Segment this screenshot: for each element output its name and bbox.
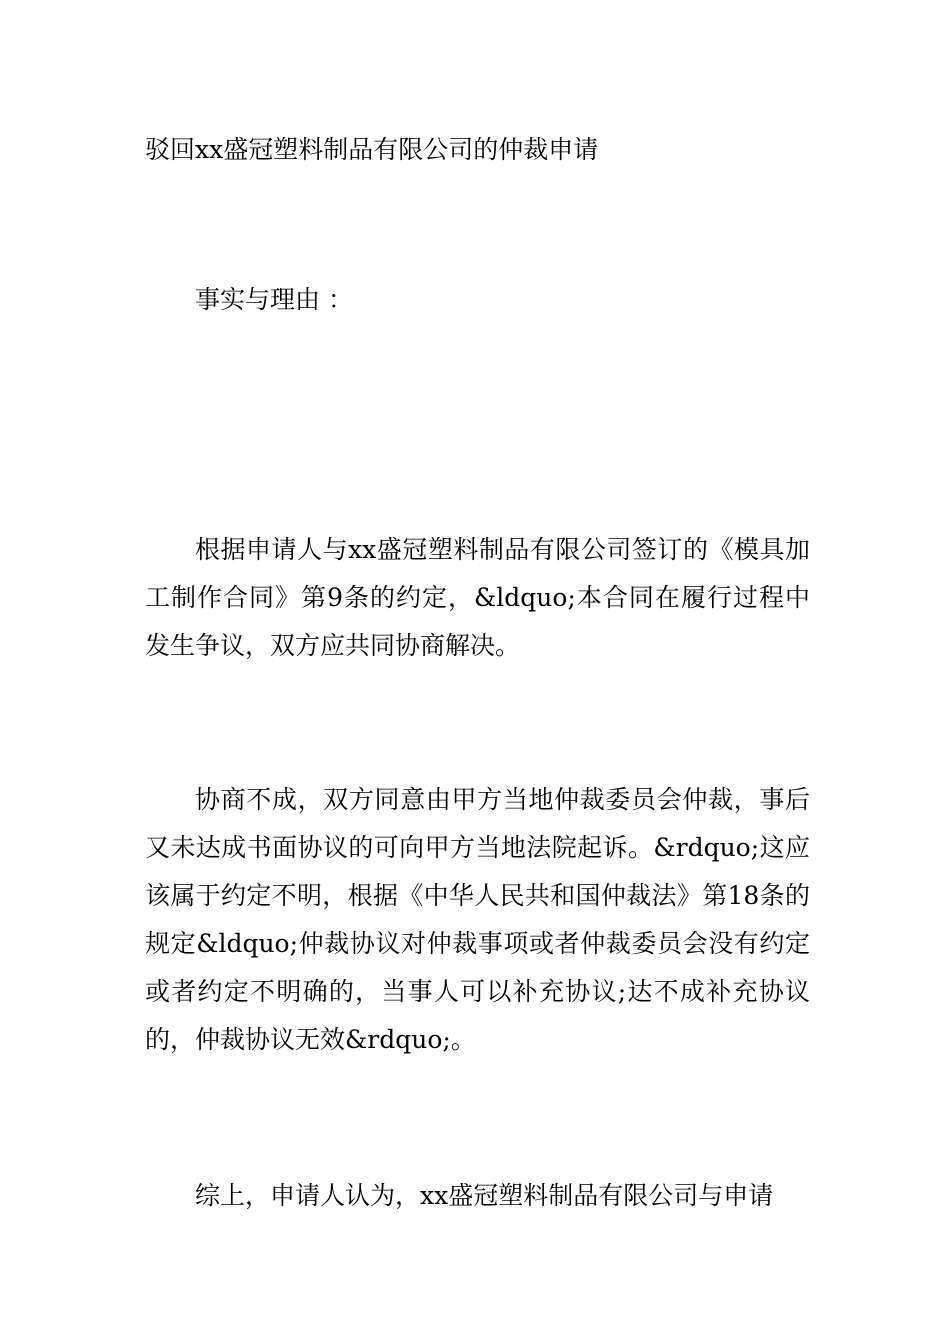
paragraph-conclusion: 综上，申请人认为，xx盛冠塑料制品有限公司与申请 — [195, 1181, 774, 1210]
paragraph-arbitration-law: 协商不成，双方同意由甲方当地仲裁委员会仲裁，事后又未达成书面协议的可向甲方当地法院起诉。&rdquo;这应该属于约定不明，根据《中华人民共和国仲裁法》第18条的规定&ldquo;仲裁协议对仲裁事项或者仲裁委员会没有约定或者约定不明确的，当事人可以补充协议;达不成补充协议的，仲裁协议无效&rdquo;。 — [145, 785, 810, 1054]
section-heading: 事实与理由 ： — [195, 285, 353, 314]
paragraph-contract-clause: 根据申请人与xx盛冠塑料制品有限公司签订的《模具加工制作合同》第9条的约定，&ldquo;本合同在履行过程中发生争议，双方应共同协商解决。 — [145, 535, 810, 660]
request-line: 驳回xx盛冠塑料制品有限公司的仲裁申请 — [145, 135, 599, 164]
